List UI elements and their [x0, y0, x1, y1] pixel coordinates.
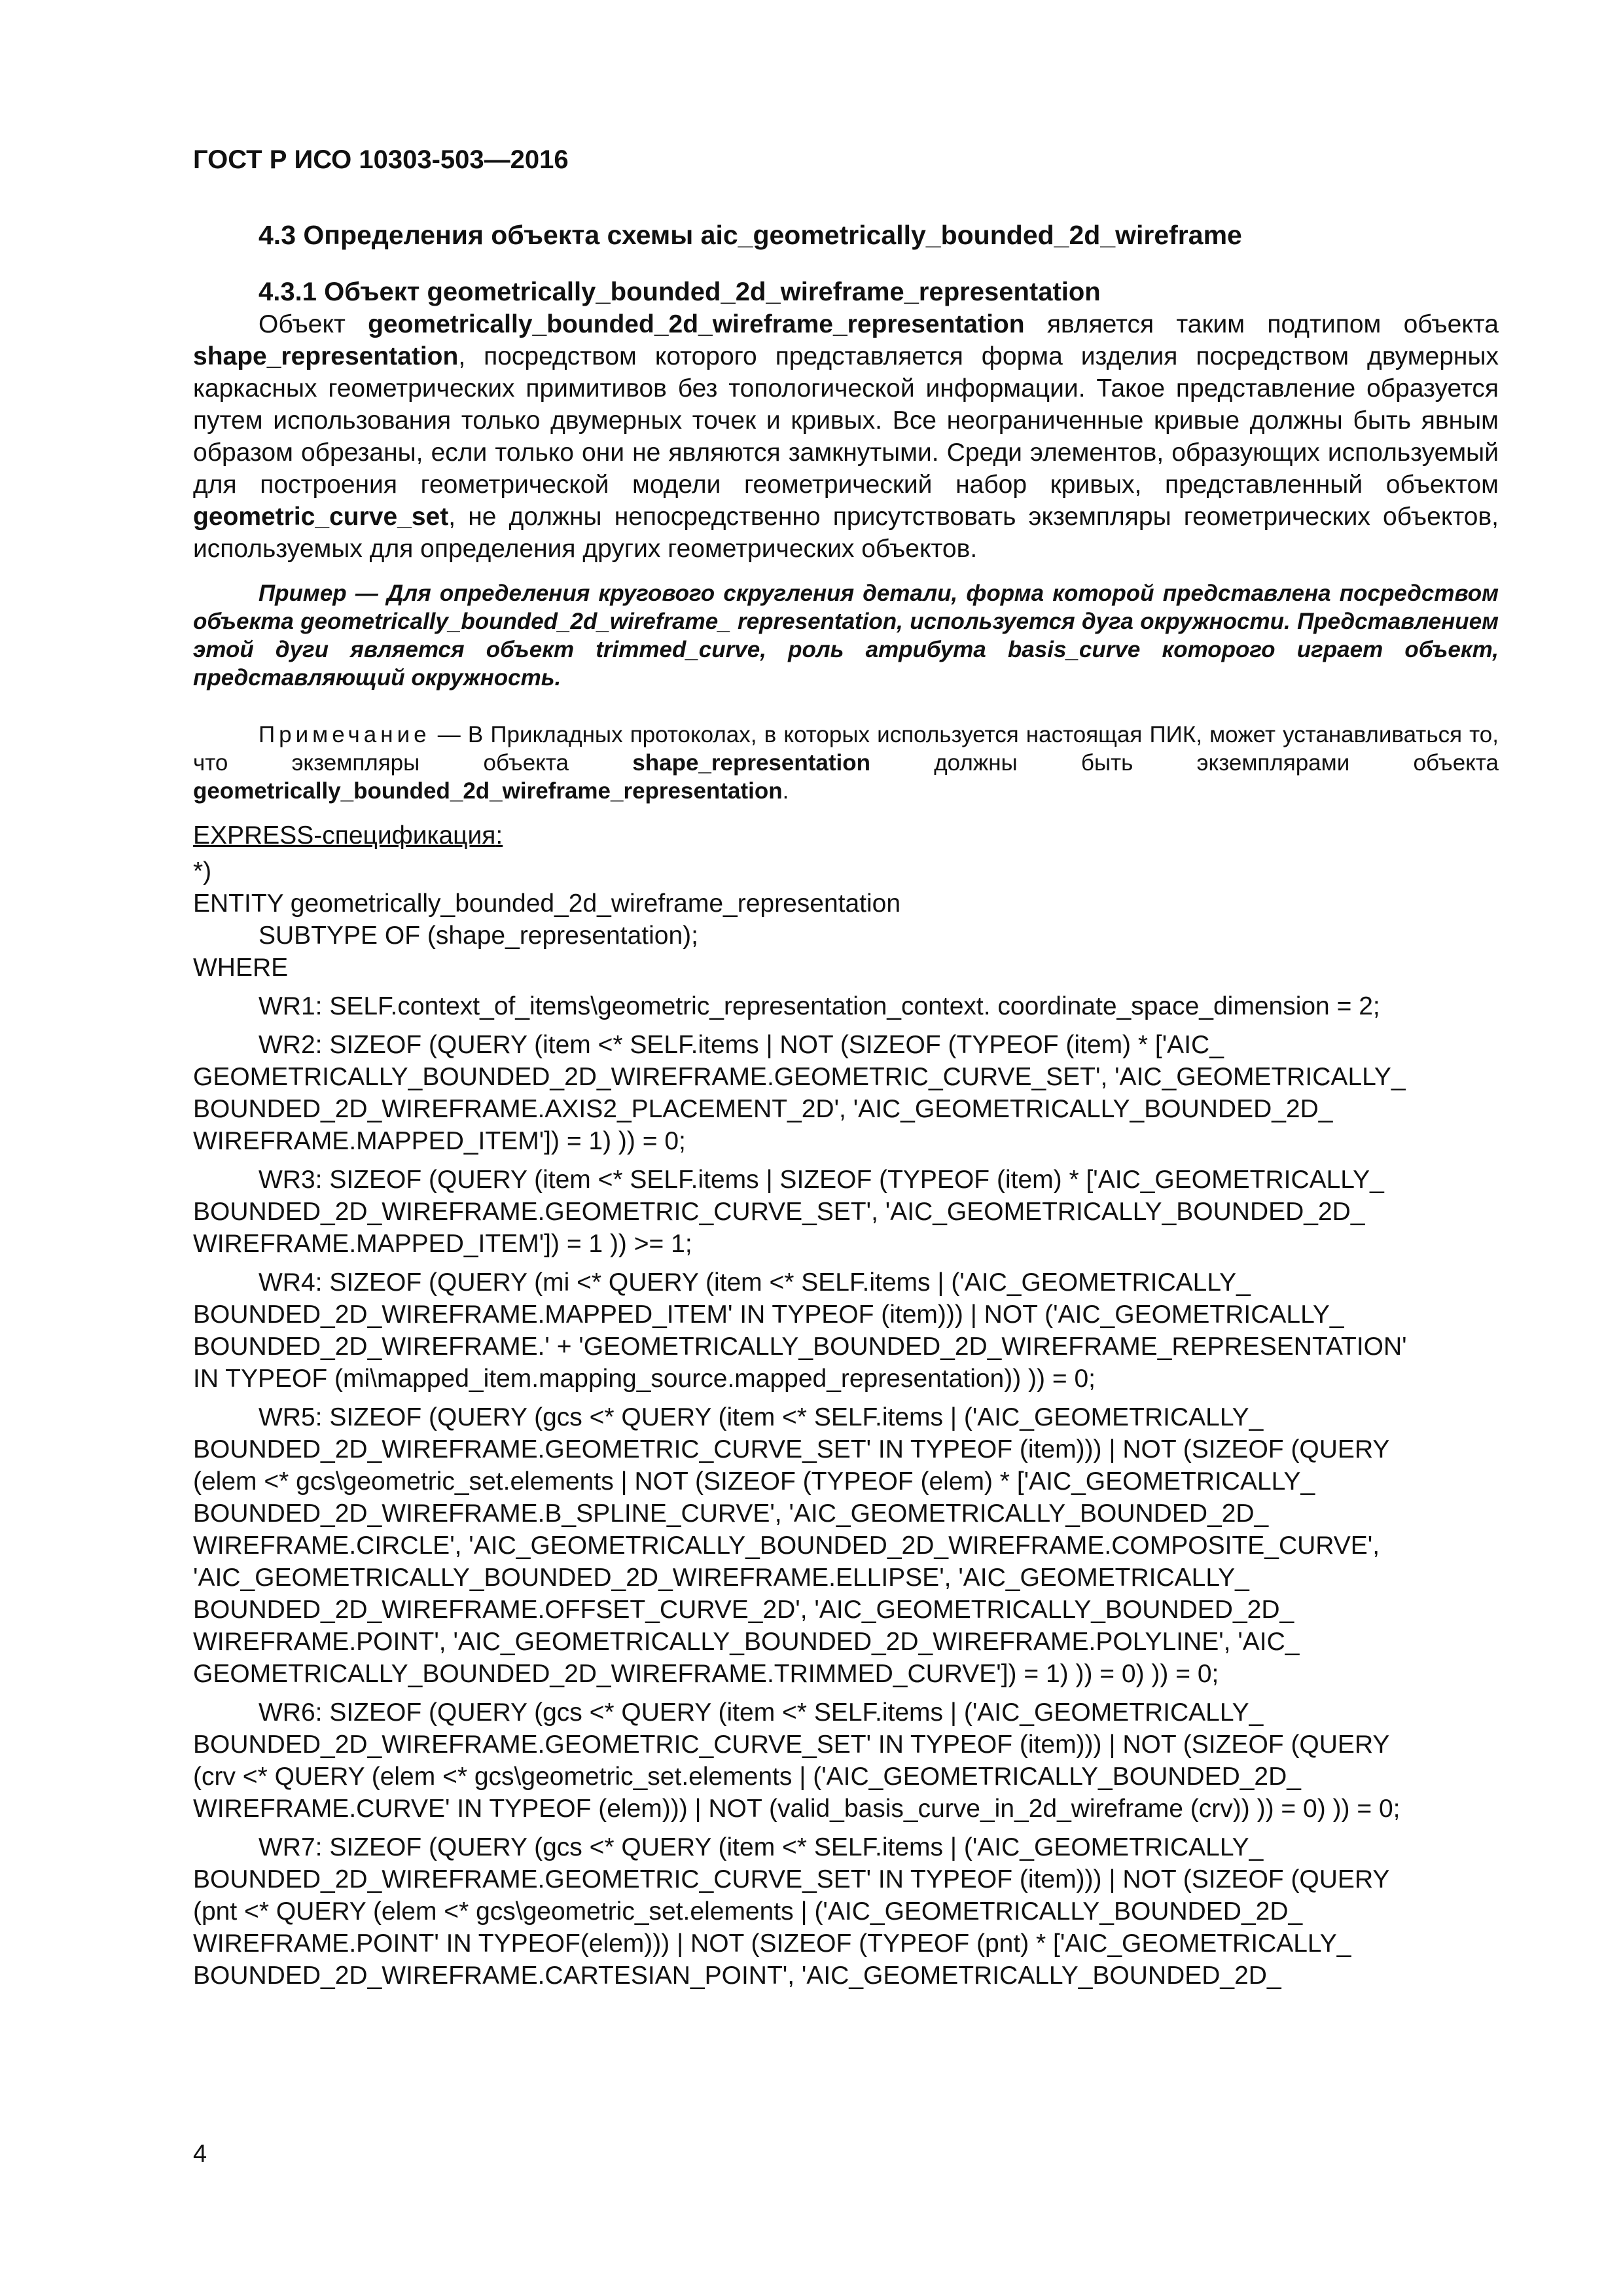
rule-line: GEOMETRICALLY_BOUNDED_2D_WIREFRAME.GEOMETRIC_CURVE_SET', 'AIC_GEOMETRICALLY_ — [193, 1063, 1406, 1091]
rule-line: WR2: SIZEOF (QUERY (item <* SELF.items | NOT (SIZEOF (TYPEOF (item) * ['AIC_ — [259, 1031, 1224, 1059]
rule-line: WIREFRAME.POINT', 'AIC_GEOMETRICALLY_BOUNDED_2D_WIREFRAME.POLYLINE', 'AIC_ — [193, 1628, 1300, 1656]
note-text: — В Прикладных протоколах, в которых используется настоящая ПИК, может устанавливаться то, что экземпляры объекта — [193, 722, 1499, 776]
rule-line: BOUNDED_2D_WIREFRAME.CARTESIAN_POINT', 'AIC_GEOMETRICALLY_BOUNDED_2D_ — [193, 1962, 1281, 1990]
where-rule — [193, 1696, 1499, 1825]
note-label: Примечание — [259, 722, 431, 747]
rule-line: 'AIC_GEOMETRICALLY_BOUNDED_2D_WIREFRAME.ELLIPSE', 'AIC_GEOMETRICALLY_ — [193, 1564, 1249, 1592]
rule-line: WR4: SIZEOF (QUERY (mi <* QUERY (item <* SELF.items | ('AIC_GEOMETRICALLY_ — [259, 1268, 1251, 1297]
where-rule — [193, 1831, 1499, 1992]
code-line: *) — [193, 857, 212, 886]
rule-line: WIREFRAME.CIRCLE', 'AIC_GEOMETRICALLY_BOUNDED_2D_WIREFRAME.COMPOSITE_CURVE', — [193, 1532, 1380, 1560]
paragraph-text: Объект — [259, 310, 368, 338]
rule-line: WIREFRAME.MAPPED_ITEM']) = 1) )) = 0; — [193, 1127, 686, 1155]
rule-line: BOUNDED_2D_WIREFRAME.B_SPLINE_CURVE', 'AIC_GEOMETRICALLY_BOUNDED_2D_ — [193, 1499, 1269, 1528]
where-rule — [193, 1401, 1499, 1690]
rule-line: BOUNDED_2D_WIREFRAME.' + 'GEOMETRICALLY_BOUNDED_2D_WIREFRAME_REPRESENTATION' — [193, 1333, 1407, 1361]
rule-line: (pnt <* QUERY (elem <* gcs\geometric_set.elements | ('AIC_GEOMETRICALLY_BOUNDED_2D_ — [193, 1897, 1303, 1926]
rule-line: BOUNDED_2D_WIREFRAME.AXIS2_PLACEMENT_2D', 'AIC_GEOMETRICALLY_BOUNDED_2D_ — [193, 1095, 1333, 1123]
rule-line: (elem <* gcs\geometric_set.elements | NOT (SIZEOF (TYPEOF (elem) * ['AIC_GEOMETRICALLY_ — [193, 1467, 1315, 1496]
express-code — [193, 855, 1499, 984]
rule-line: WR3: SIZEOF (QUERY (item <* SELF.items | SIZEOF (TYPEOF (item) * ['AIC_GEOMETRICALLY_ — [259, 1166, 1384, 1194]
example-block: Пример — Для определения кругового скругления детали, форма которой представлена посредством объекта geometrically_bounded_2d_wireframe_ representation, используется дуга окружности. Представлением этой дуги является объект trimmed_curve, роль атрибута basis_curve которого играет объект, представляющий окружность. — [193, 581, 1499, 691]
note-term: geometrically_bounded_2d_wireframe_representation — [193, 778, 783, 804]
rule-line: GEOMETRICALLY_BOUNDED_2D_WIREFRAME.TRIMMED_CURVE']) = 1) )) = 0) )) = 0; — [193, 1660, 1219, 1688]
document-header: ГОСТ Р ИСО 10303-503—2016 — [193, 145, 569, 174]
where-rule — [193, 1266, 1499, 1395]
rule-line: IN TYPEOF (mi\mapped_item.mapping_source.mapped_representation)) )) = 0; — [193, 1365, 1096, 1393]
rule-line: BOUNDED_2D_WIREFRAME.MAPPED_ITEM' IN TYPEOF (item))) | NOT ('AIC_GEOMETRICALLY_ — [193, 1300, 1344, 1329]
note-term: shape_representation — [632, 750, 871, 776]
rule-line: WR7: SIZEOF (QUERY (gcs <* QUERY (item <* SELF.items | ('AIC_GEOMETRICALLY_ — [259, 1833, 1264, 1861]
code-line: SUBTYPE OF (shape_representation); — [259, 922, 698, 950]
rule-line: BOUNDED_2D_WIREFRAME.GEOMETRIC_CURVE_SET' IN TYPEOF (item))) | NOT (SIZEOF (QUERY — [193, 1731, 1390, 1759]
rule-line: BOUNDED_2D_WIREFRAME.GEOMETRIC_CURVE_SET', 'AIC_GEOMETRICALLY_BOUNDED_2D_ — [193, 1198, 1365, 1226]
where-rules — [193, 990, 1499, 1992]
paragraph-term: geometrically_bounded_2d_wireframe_representation — [368, 310, 1025, 338]
rule-line: BOUNDED_2D_WIREFRAME.GEOMETRIC_CURVE_SET' IN TYPEOF (item))) | NOT (SIZEOF (QUERY — [193, 1865, 1390, 1893]
note-block — [193, 721, 1499, 805]
rule-line: WIREFRAME.MAPPED_ITEM']) = 1 )) >= 1; — [193, 1230, 692, 1258]
rule-line: WIREFRAME.CURVE' IN TYPEOF (elem))) | NOT (valid_basis_curve_in_2d_wireframe (crv)) )) = 0) )) = 0; — [193, 1795, 1400, 1823]
where-rule — [193, 1164, 1499, 1260]
rule-line: BOUNDED_2D_WIREFRAME.OFFSET_CURVE_2D', 'AIC_GEOMETRICALLY_BOUNDED_2D_ — [193, 1596, 1294, 1624]
page-number: 4 — [193, 2140, 207, 2168]
paragraph-term: shape_representation — [193, 342, 459, 370]
paragraph-text: , не должны непосредственно присутствовать экземпляры геометрических объектов, используемых для определения других геометрических объектов. — [193, 503, 1499, 563]
document-page — [193, 144, 1499, 1998]
express-spec-colon: : — [495, 821, 503, 850]
paragraph-text: , посредством которого представляется форма изделия посредством двумерных каркасных геометрических примитивов без топологической информации. Такое представление образуется путем использования только двумерных точек и кривых. Все неограниченные кривые должны быть явным образом обрезаны, если только они не являются замкнутыми. Среди элементов, образующих используемый для построения геометрической модели геометрический набор кривых, представленный объектом — [193, 342, 1499, 499]
rule-line: WIREFRAME.POINT' IN TYPEOF(elem))) | NOT (SIZEOF (TYPEOF (pnt) * ['AIC_GEOMETRICALLY_ — [193, 1929, 1351, 1958]
subsection-title: 4.3.1 Объект geometrically_bounded_2d_wireframe_representation — [259, 278, 1101, 306]
where-rule — [193, 1029, 1499, 1157]
rule-line: WR1: SELF.context_of_items\geometric_representation_context. coordinate_space_dimension = 2; — [259, 992, 1380, 1020]
note-text: . — [782, 778, 789, 804]
section-title: 4.3 Определения объекта схемы aic_geometrically_bounded_2d_wireframe — [259, 220, 1242, 250]
rule-line: BOUNDED_2D_WIREFRAME.GEOMETRIC_CURVE_SET' IN TYPEOF (item))) | NOT (SIZEOF (QUERY — [193, 1435, 1390, 1463]
rule-line: (crv <* QUERY (elem <* gcs\geometric_set.elements | ('AIC_GEOMETRICALLY_BOUNDED_2D_ — [193, 1763, 1301, 1791]
code-line: ENTITY geometrically_bounded_2d_wireframe_representation — [193, 889, 901, 918]
paragraph-term: geometric_curve_set — [193, 503, 449, 531]
body-paragraph — [193, 308, 1499, 565]
where-rule — [193, 990, 1499, 1022]
express-spec-label — [193, 819, 1499, 852]
rule-line: WR6: SIZEOF (QUERY (gcs <* QUERY (item <* SELF.items | ('AIC_GEOMETRICALLY_ — [259, 1698, 1264, 1727]
note-text: должны быть экземплярами объекта — [870, 750, 1499, 776]
code-line: WHERE — [193, 954, 289, 982]
paragraph-text: является таким подтипом объекта — [1024, 310, 1499, 338]
rule-line: WR5: SIZEOF (QUERY (gcs <* QUERY (item <* SELF.items | ('AIC_GEOMETRICALLY_ — [259, 1403, 1264, 1431]
express-spec-label-text: EXPRESS-спецификация — [193, 821, 496, 850]
